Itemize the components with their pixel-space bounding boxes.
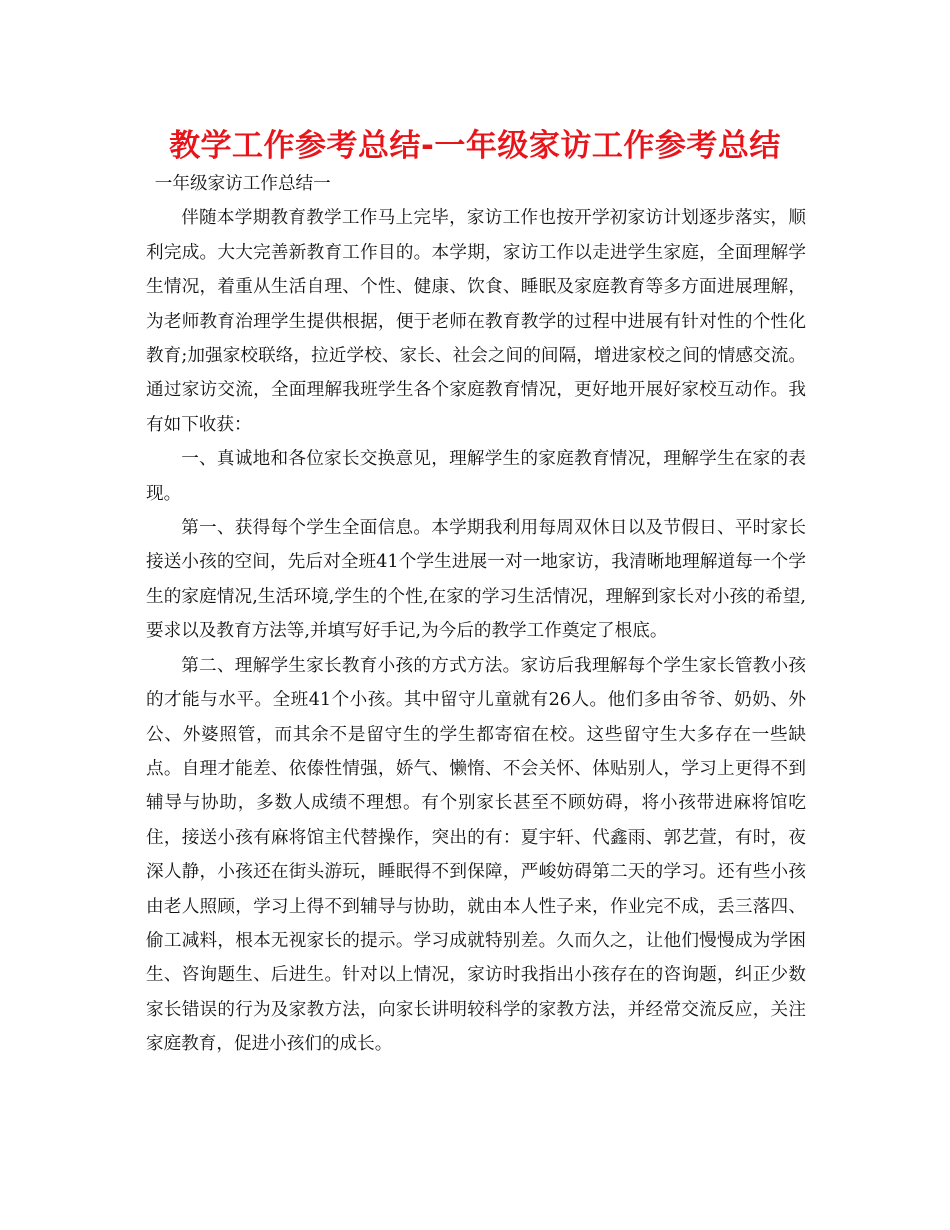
paragraph-intro: 伴随本学期教育教学工作马上完毕，家访工作也按开学初家访计划逐步落实，顺利完成。大大完善新教育工作目的。本学期，家访工作以走进学生家庭，全面理解学生情况，着重从生活自理、个性、健康、饮食、睡眠及家庭教育等多方面进展理解，为老师教育治理学生提供根据，便于老师在教育教学的过程中进展有针对性的个性化教育;加强家校联络，拉近学校、家长、社会之间的间隔，增进家校之间的情感交流。通过家访交流，全面理解我班学生各个家庭教育情况，更好地开展好家校互动作。我有如下收获： xyxy=(146,208,806,435)
document-body xyxy=(146,167,806,1062)
paragraph-second-point: 第二、理解学生家长教育小孩的方式方法。家访后我理解每个学生家长管教小孩的才能与水平。全班41个小孩。其中留守儿童就有26人。他们多由爷爷、奶奶、外公、外婆照管，而其余不是留守生的学生都寄宿在校。这些留守生大多存在一些缺点。自理才能差、依傣性情强，娇气、懒惰、不会关怀、体贴别人，学习上更得不到辅导与协助，多数人成绩不理想。有个别家长甚至不顾妨碍，将小孩带进麻将馆吃住，接送小孩有麻将馆主代替操作，突出的有：夏宇轩、代鑫雨、郭艺萱，有时，夜深人静，小孩还在街头游玩，睡眠得不到保障，严峻妨碍第二天的学习。还有些小孩由老人照顾，学习上得不到辅导与协助，就由本人性子来，作业完不成，丢三落四、偷工减料，根本无视家长的提示。学习成就特别差。久而久之，让他们慢慢成为学困生、咨询题生、后进生。针对以上情况，家访时我指出小孩存在的咨询题，纠正少数家长错误的行为及家教方法，向家长讲明较科学的家教方法，并经常交流反应，关注家庭教育，促进小孩们的成长。 xyxy=(146,655,806,1055)
document-subtitle: 一年级家访工作总结一 xyxy=(154,174,331,194)
paragraph-first-point: 第一、获得每个学生全面信息。本学期我利用每周双休日以及节假日、平时家长接送小孩的空间，先后对全班41个学生进展一对一地家访，我清晰地理解道每一个学生的家庭情况,生活环境,学生的个性,在家的学习生活情况，理解到家长对小孩的希望,要求以及教育方法等,并填写好手记,为今后的教学工作奠定了根底。 xyxy=(146,518,806,642)
document-title: 教学工作参考总结-一年级家访工作参考总结 xyxy=(169,128,781,164)
paragraph-section-one: 一、真诚地和各位家长交换意见，理解学生的家庭教育情况，理解学生在家的表现。 xyxy=(146,449,806,504)
